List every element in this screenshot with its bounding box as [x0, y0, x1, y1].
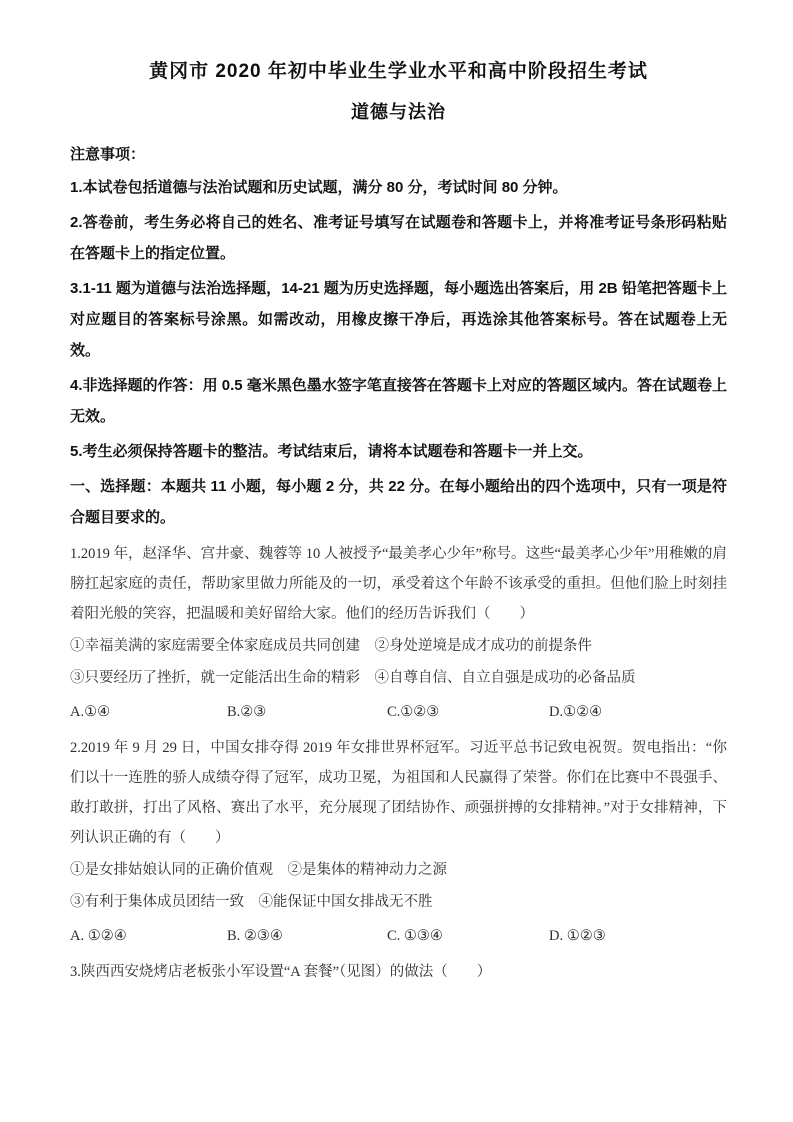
question-1-choice-a: A.①④ [70, 704, 111, 720]
question-2 [70, 733, 727, 951]
question-3-stem: 3.陕西西安烧烤店老板张小军设置“A 套餐”（见图）的做法（ ） [70, 964, 492, 980]
notice-item-3: 3.1-11 题为道德与法治选择题，14-21 题为历史选择题，每小题选出答案后，用 2B 铅笔把答题卡上对应题目的答案标号涂黑。如需改动，用橡皮擦干净后，再选涂其他答案标号。答在试题卷上无效。 [70, 280, 727, 359]
question-1 [70, 539, 727, 727]
notice-item-5: 5.考生必须保持答题卡的整洁。考试结束后，请将本试题卷和答题卡一并上交。 [70, 443, 593, 460]
page-subtitle: 道德与法治 [351, 102, 446, 122]
question-2-choices [70, 921, 727, 951]
question-1-stem: 1.2019 年，赵泽华、宫井豪、魏蓉等 10 人被授予“最美孝心少年”称号。这些“最美孝心少年”用稚嫩的肩膀扛起家庭的责任，帮助家里做力所能及的一切，承受着这个年龄不该承受的重担。但他们脸上时刻挂着阳光般的笑容，把温暖和美好留给大家。他们的经历告诉我们（ ） [70, 546, 727, 622]
question-3 [70, 957, 727, 987]
question-1-choice-c: C.①②③ [387, 704, 440, 720]
question-2-choice-a: A. ①②④ [70, 928, 127, 944]
question-2-statements-line-1: ①是女排姑娘认同的正确价值观 ②是集体的精神动力之源 [70, 862, 447, 878]
question-2-stem: 2.2019 年 9 月 29 日，中国女排夺得 2019 年女排世界杯冠军。习近平总书记致电祝贺。贺电指出：“你们以十一连胜的骄人成绩夺得了冠军，成功卫冕，为祖国和人民赢得了荣誉。你们在比赛中不畏强手、敢打敢拼，打出了风格、赛出了水平，充分展现了团结协作、顽强拼搏的女排精神。”对于女排精神，下列认识正确的有（ ） [70, 740, 727, 846]
notices-heading: 注意事项： [70, 146, 146, 163]
question-1-choice-d: D.①②④ [549, 704, 603, 720]
page-title: 黄冈市 2020 年初中毕业生学业水平和高中阶段招生考试 [149, 61, 648, 82]
section-one-header: 一、选择题：本题共 11 小题，每小题 2 分，共 22 分。在每小题给出的四个选项中，只有一项是符合题目要求的。 [70, 478, 727, 526]
question-2-choice-c: C. ①③④ [387, 928, 443, 944]
question-2-choice-d: D. ①②③ [549, 928, 606, 944]
question-1-statements-line-1: ①幸福美满的家庭需要全体家庭成员共同创建 ②身处逆境是成才成功的前提条件 [70, 638, 592, 654]
notice-item-1: 1.本试卷包括道德与法治试题和历史试题，满分 80 分，考试时间 80 分钟。 [70, 179, 568, 196]
question-1-choices [70, 697, 727, 727]
question-2-choice-b: B. ②③④ [227, 928, 283, 944]
question-2-statements-line-2: ③有利于集体成员团结一致 ④能保证中国女排战无不胜 [70, 894, 433, 910]
question-1-statements-line-2: ③只要经历了挫折，就一定能活出生命的精彩 ④自尊自信、自立自强是成功的必备品质 [70, 670, 636, 686]
notice-item-4: 4.非选择题的作答：用 0.5 毫米黑色墨水签字笔直接答在答题卡上对应的答题区域内。答在试题卷上无效。 [70, 377, 727, 425]
notice-item-2: 2.答卷前，考生务必将自己的姓名、准考证号填写在试题卷和答题卡上，并将准考证号条形码粘贴在答题卡上的指定位置。 [70, 214, 727, 262]
question-1-choice-b: B.②③ [227, 704, 267, 720]
